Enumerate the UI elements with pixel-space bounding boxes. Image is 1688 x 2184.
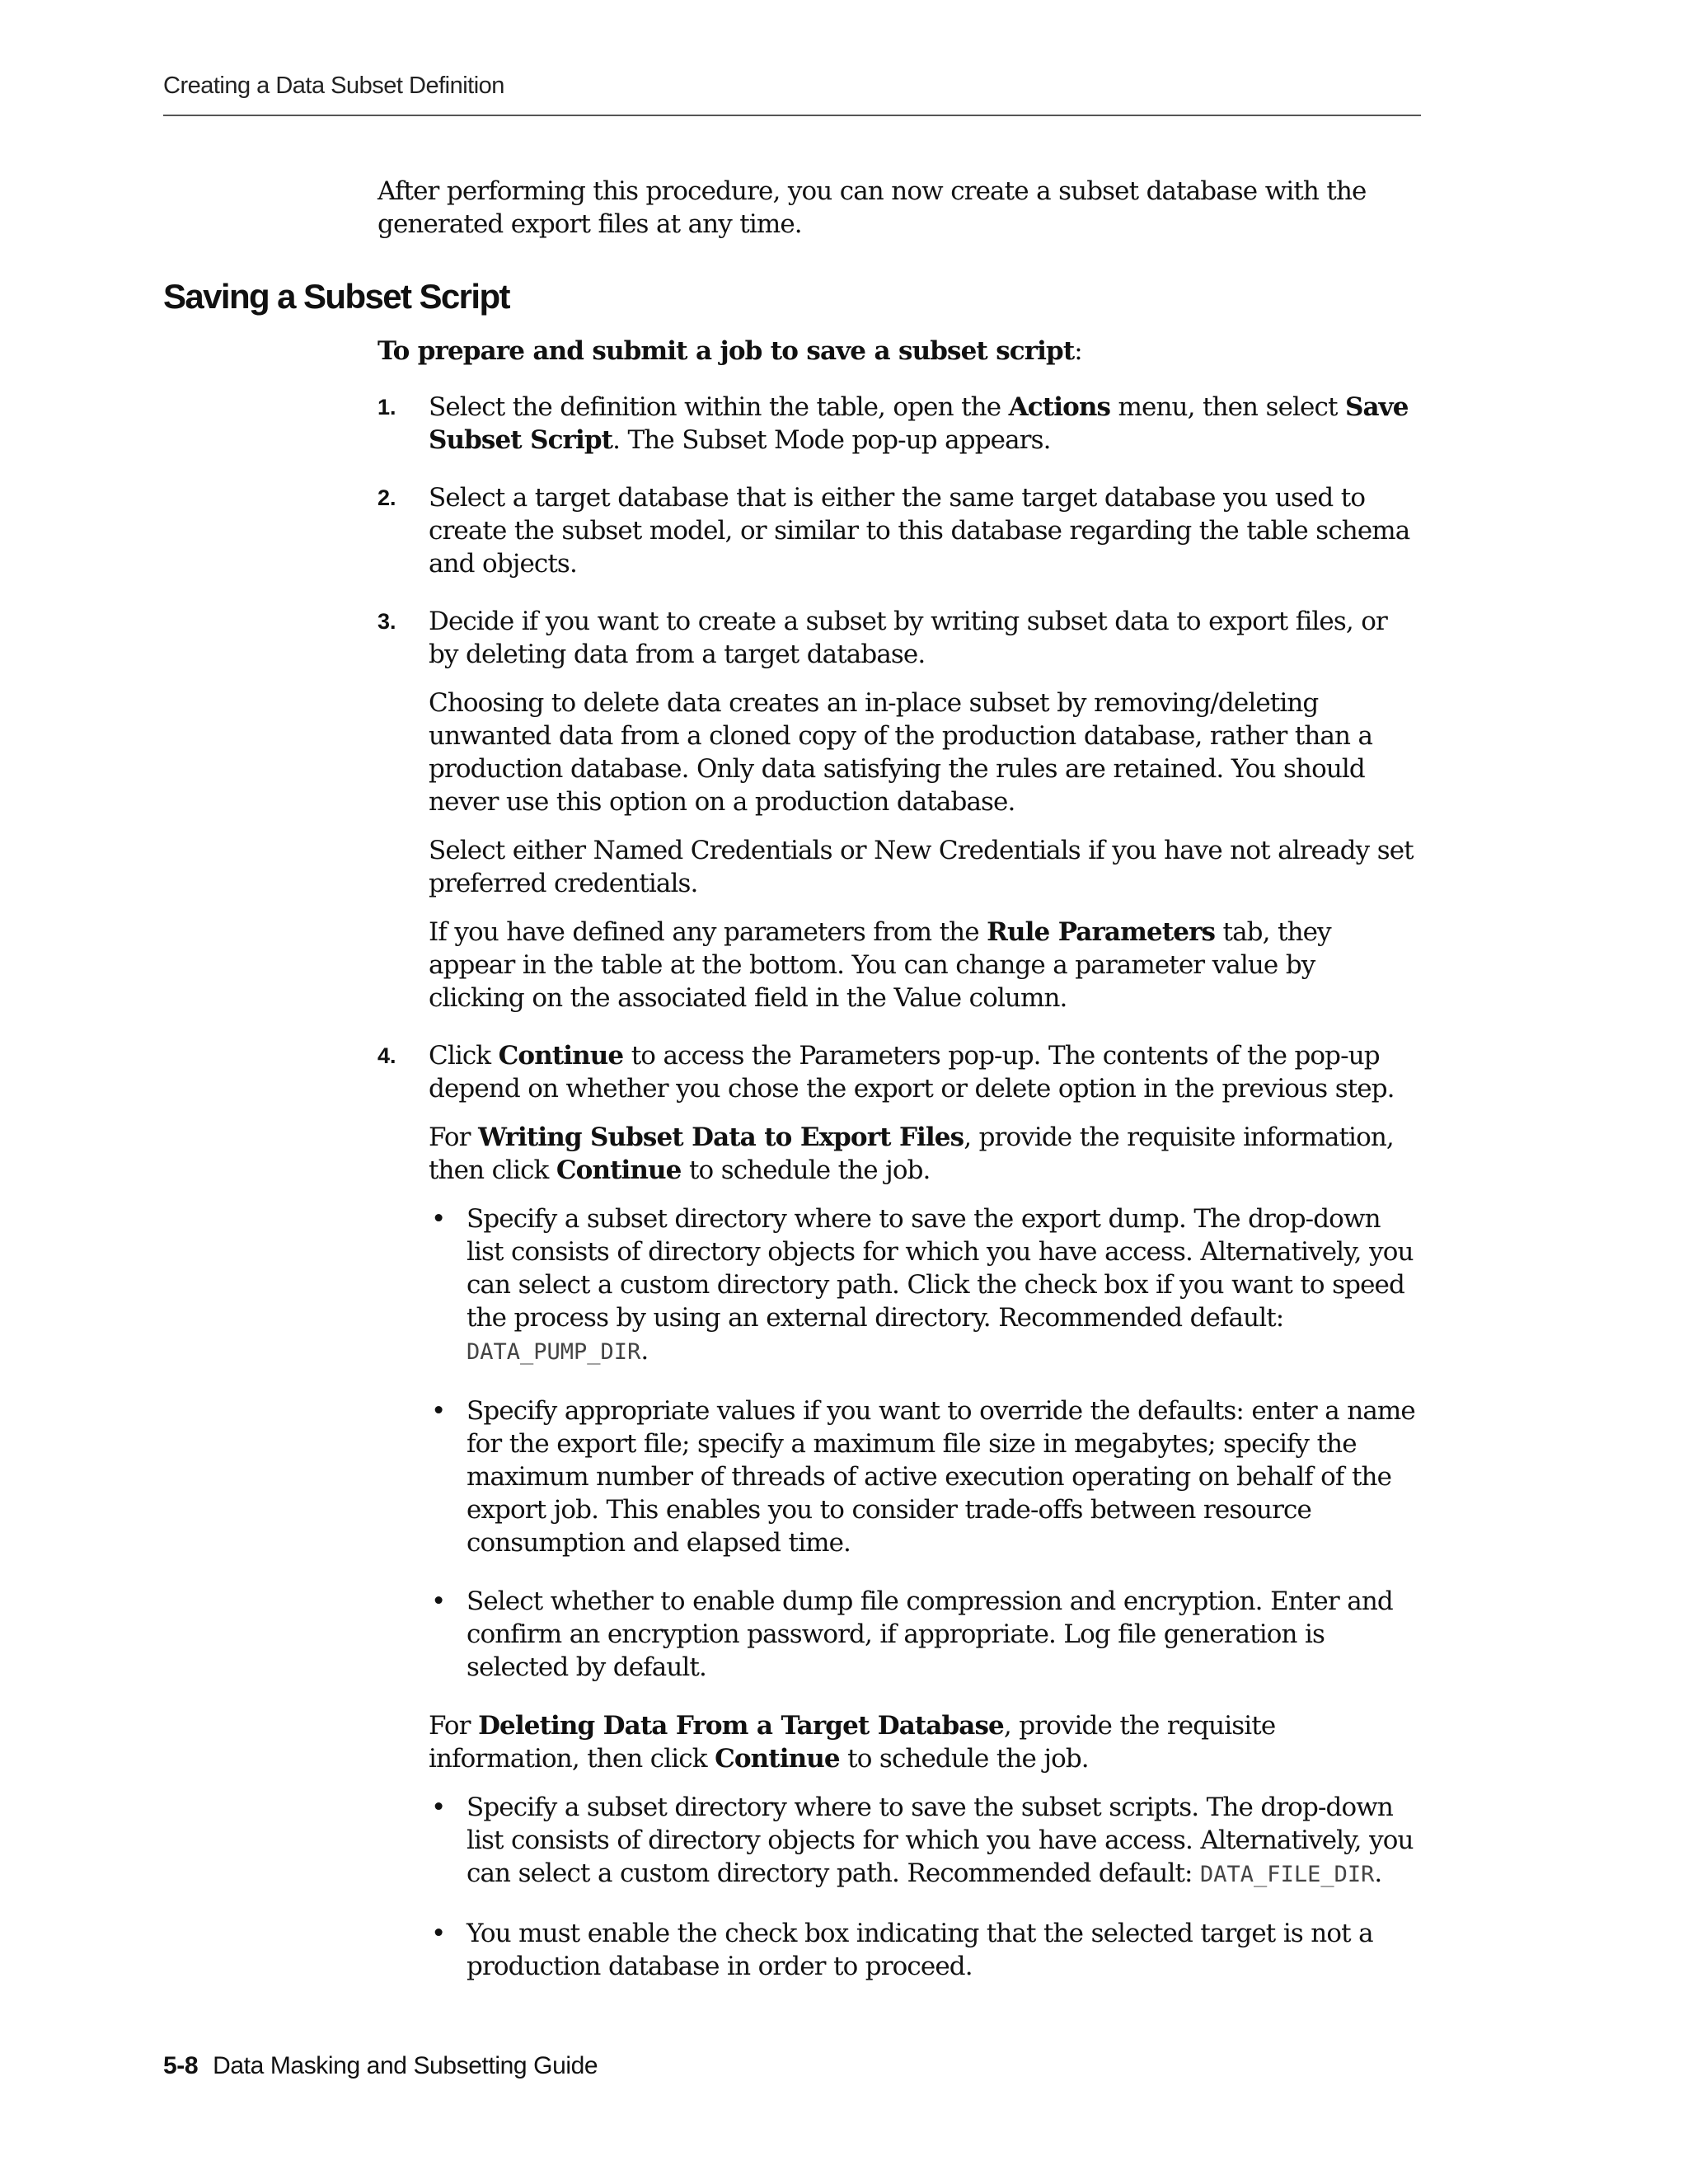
ui-term-writing-subset-data: Writing Subset Data to Export Files (478, 1122, 964, 1152)
ui-term-deleting-data: Deleting Data From a Target Database (478, 1711, 1004, 1741)
intro-paragraph: After performing this procedure, you can now create a subset database with the generated export files at any time. (377, 176, 1367, 239)
text-run: tab, they appear in the table at the bottom. You can change a parameter value by clicking on the associated field in the Value column. (429, 917, 1331, 1013)
list-item-text: Select whether to enable dump file compression and encryption. Enter and confirm an encryption password, if appropriate. Log file generation is selected by default. (467, 1586, 1393, 1682)
export-options-list (429, 1202, 1416, 1684)
ui-term-continue: Continue (715, 1744, 840, 1774)
intro-block (377, 175, 1416, 241)
step-4 (377, 1039, 1416, 1983)
list-item (429, 1394, 1416, 1559)
list-item (429, 1585, 1416, 1684)
list-item-text: You must enable the check box indicating that the selected target is not a production database in order to proceed. (467, 1919, 1373, 1981)
text-run: . (640, 1336, 649, 1366)
step-2 (377, 481, 1416, 580)
text-run: to schedule the job. (839, 1744, 1089, 1774)
list-item-text: Specify a subset directory where to save the subset scripts. The drop-down list consists of directory objects for which you have access. Alternatively, you can select a custom directory path. Recommended default: (467, 1793, 1414, 1888)
step-3 (377, 605, 1416, 1015)
step-4-paragraph-3 (429, 1709, 1416, 1775)
section-title: Saving a Subset Script (163, 277, 509, 316)
text-run: If you have defined any parameters from the (429, 917, 987, 947)
bullet-glyph: • (431, 1204, 446, 1234)
step-2-text: Select a target database that is either the same target database you used to create the subset model, or similar to this database regarding the table schema and objects. (429, 483, 1410, 579)
running-header (163, 73, 1421, 116)
ui-term-continue: Continue (556, 1155, 682, 1185)
bullet-glyph: • (431, 1919, 446, 1948)
ui-term-continue: Continue (498, 1041, 624, 1071)
text-run: menu, then select (1110, 392, 1345, 422)
text-run: Click (429, 1041, 499, 1071)
step-4-paragraph-2 (429, 1121, 1416, 1187)
code-data-pump-dir: DATA_PUMP_DIR (467, 1339, 641, 1365)
step-3-paragraph-2: Choosing to delete data creates an in-place subset by removing/deleting unwanted data from a cloned copy of the production database, rather than a production database. Only data satisfying the rules are retained. You should never use this option on a production database. (429, 688, 1373, 817)
text-run: to schedule the job. (681, 1155, 931, 1185)
list-item-text: Specify a subset directory where to save the export dump. The drop-down list consists of directory objects for which you have access. Alternatively, you can select a custom directory path. Click the check box if you want to speed the process by using an external directory. Recommended default: (467, 1204, 1414, 1333)
list-item-text: Specify appropriate values if you want to override the defaults: enter a name for the export file; specify a maximum file size in megabytes; specify the maximum number of threads of active execution operating on behalf of the export job. This enables you to consider trade-offs between resource consumption and elapsed time. (467, 1396, 1415, 1558)
step-number: 2. (377, 485, 396, 510)
procedure-title (377, 335, 1416, 368)
step-list (377, 391, 1416, 1983)
text-run: , provide the requisite information, then click (429, 1711, 1276, 1774)
step-4-paragraph-1 (429, 1039, 1416, 1105)
ui-term-save-subset-script: Save Subset Script (429, 392, 1409, 455)
text-run: . The Subset Mode pop-up appears. (612, 425, 1051, 455)
delete-options-list (429, 1791, 1416, 1983)
code-data-file-dir: DATA_FILE_DIR (1200, 1862, 1375, 1887)
procedure-block (377, 335, 1416, 2008)
bullet-glyph: • (431, 1793, 446, 1822)
text-run: to access the Parameters pop-up. The contents of the pop-up depend on whether you chose the export or delete option in the previous step. (429, 1041, 1395, 1104)
ui-term-rule-parameters: Rule Parameters (987, 917, 1216, 947)
page-number: 5-8 (163, 2052, 199, 2079)
text-run: For (429, 1711, 479, 1741)
book-title: Data Masking and Subsetting Guide (213, 2052, 598, 2079)
step-1 (377, 391, 1416, 457)
text-run: For (429, 1122, 479, 1152)
step-3-paragraph-3: Select either Named Credentials or New Credentials if you have not already set preferred credentials. (429, 836, 1414, 898)
list-item (429, 1917, 1416, 1983)
list-item (429, 1202, 1416, 1369)
running-header-title: Creating a Data Subset Definition (163, 73, 504, 99)
text-run: Select the definition within the table, open the (429, 392, 1009, 422)
step-1-text (429, 391, 1416, 457)
bullet-glyph: • (431, 1586, 446, 1616)
step-number: 3. (377, 609, 396, 634)
step-3-paragraph-1: Decide if you want to create a subset by writing subset data to export files, or by deleting data from a target database. (429, 607, 1387, 669)
bullet-glyph: • (431, 1396, 446, 1426)
step-number: 4. (377, 1043, 396, 1068)
step-number: 1. (377, 395, 396, 419)
procedure-title-colon: : (1074, 336, 1082, 366)
page-footer (163, 2052, 598, 2080)
text-run: , provide the requisite information, then click (429, 1122, 1394, 1185)
step-3-paragraph-4 (429, 916, 1416, 1015)
list-item (429, 1791, 1416, 1891)
text-run: . (1374, 1858, 1382, 1888)
ui-term-actions: Actions (1008, 392, 1111, 422)
procedure-title-text: To prepare and submit a job to save a subset script (377, 336, 1075, 366)
